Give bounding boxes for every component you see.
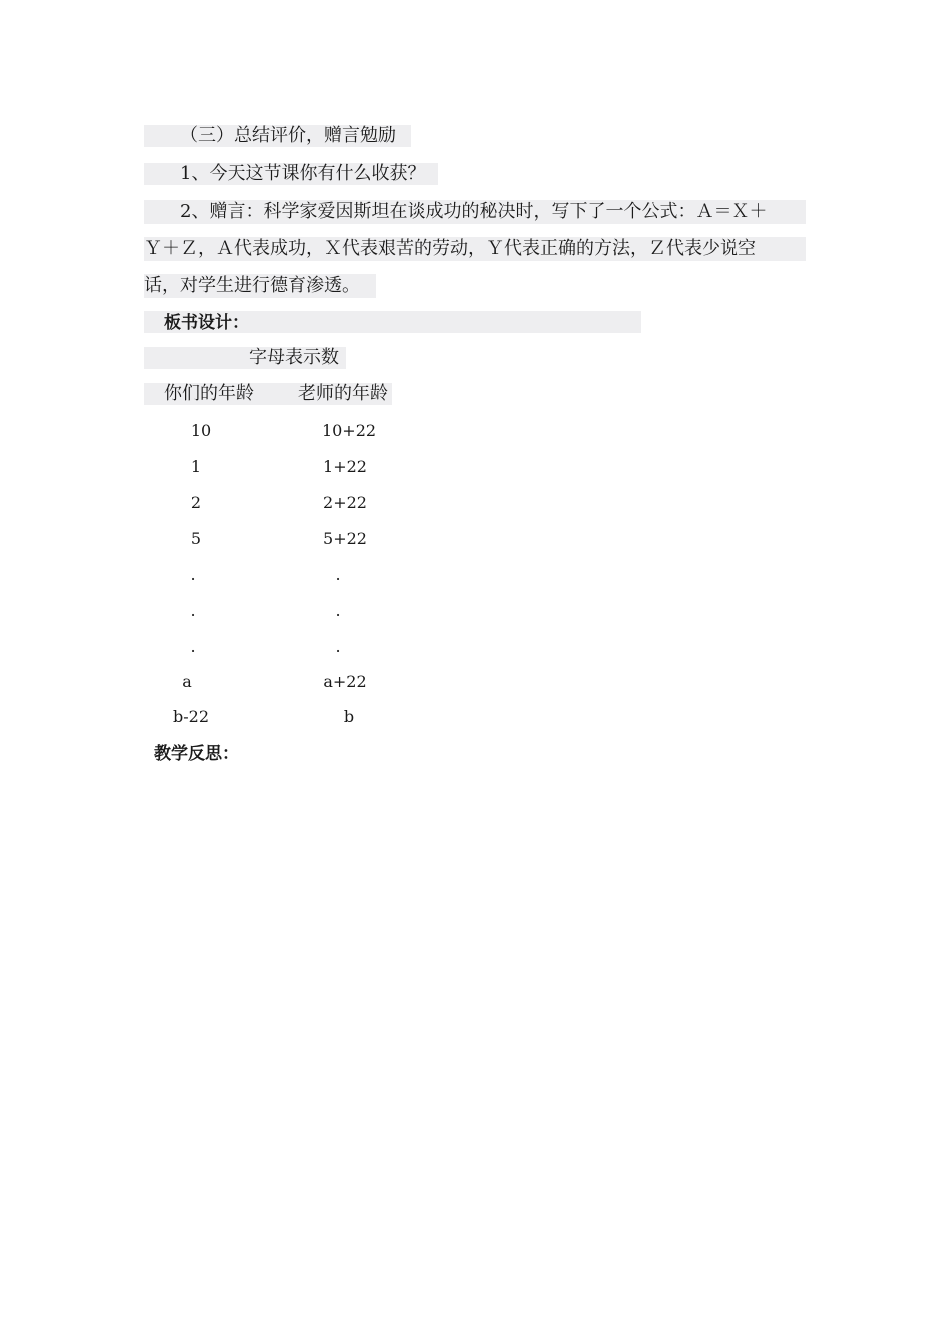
table-cell: . [190,565,196,584]
reflection-heading: 教学反思： [154,744,239,764]
paragraph-line: 话，对学生进行德育渗透。 [144,275,360,296]
table-cell: . [190,601,196,620]
table-cell: . [335,637,341,656]
paragraph-line: Ｙ＋Ｚ，Ａ代表成功，Ｘ代表艰苦的劳动，Ｙ代表正确的方法，Ｚ代表少说空 [144,238,756,259]
table-cell: a+22 [323,672,367,691]
paragraph-line: 2、赠言：科学家爱因斯坦在谈成功的秘决时，写下了一个公式：Ａ＝Ｘ＋ [180,201,768,222]
table-cell: 2+22 [323,493,367,512]
table-cell: 2 [190,493,202,512]
table-cell: b-22 [172,707,210,726]
column-header: 老师的年龄 [298,383,388,404]
question-item: 1、今天这节课你有什么收获？ [180,163,426,184]
table-cell: 5+22 [323,529,367,548]
table-cell: . [335,565,341,584]
table-cell: . [190,637,196,656]
board-heading: 板书设计： [164,313,249,333]
section-heading: （三）总结评价，赠言勉励 [180,125,396,146]
table-cell: 10 [190,421,212,440]
table-cell: 1 [190,457,202,476]
table-cell: 10+22 [321,421,377,440]
table-cell: b [343,707,355,726]
table-cell: a [182,672,192,691]
table-cell: . [335,601,341,620]
table-cell: 1+22 [323,457,367,476]
board-title: 字母表示数 [249,347,339,368]
table-cell: 5 [190,529,202,548]
column-header: 你们的年龄 [164,383,254,404]
